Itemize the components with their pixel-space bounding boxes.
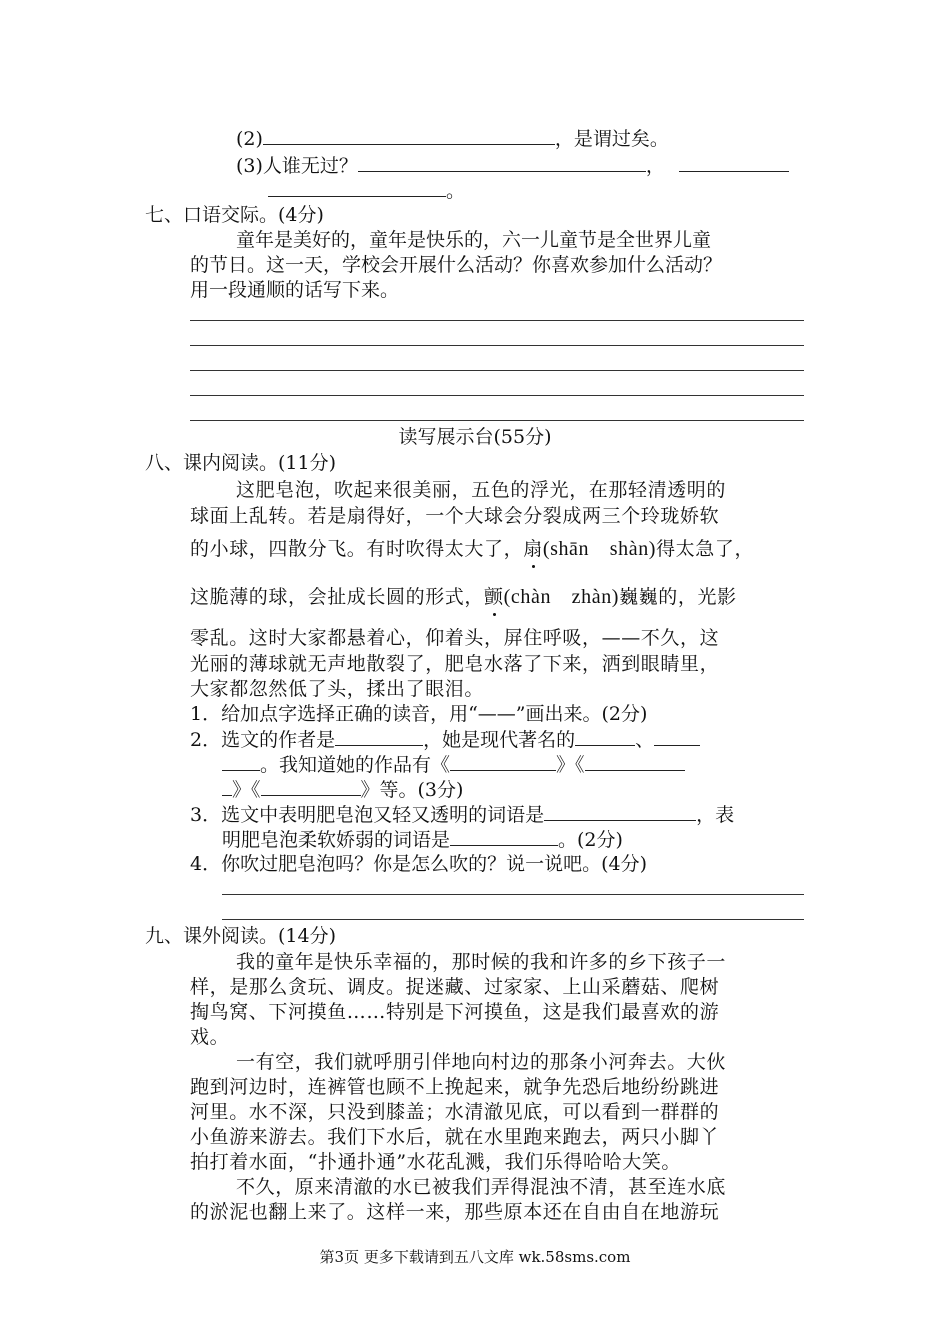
answer-blank[interactable]	[222, 752, 260, 771]
answer-blank[interactable]	[222, 777, 232, 796]
writing-line[interactable]	[222, 894, 804, 895]
q8-passage-line	[190, 585, 737, 609]
q8-passage-text: 的小球，四散分飞。有时吹得太大了，	[190, 538, 524, 560]
q8-s2-text: 、	[635, 729, 655, 751]
q9-passage-line: 我的童年是快乐幸福的，那时候的我和许多的乡下孩子一	[236, 951, 727, 973]
q8-passage-text: 得太急了，	[656, 538, 755, 560]
q8-passage-line: 零乱。这时大家都悬着心，仰着头，屏住呼吸，——不久，这	[190, 627, 720, 649]
work-title-blank[interactable]	[261, 777, 361, 796]
writing-line[interactable]	[222, 919, 804, 920]
answer-blank[interactable]	[268, 178, 446, 197]
answer-blank[interactable]	[450, 827, 558, 846]
q8-heading: 八、课内阅读。(11分)	[145, 452, 337, 474]
answer-blank[interactable]	[654, 727, 700, 746]
q6-item-3-label: (3)人谁无过？	[236, 155, 358, 177]
writing-line[interactable]	[190, 395, 804, 396]
work-title-blank[interactable]	[450, 752, 556, 771]
q9-passage-line: 戏。	[190, 1026, 230, 1048]
answer-blank[interactable]	[263, 126, 555, 145]
q7-para-line: 童年是美好的，童年是快乐的，六一儿童节是全世界儿童	[236, 229, 712, 251]
q8-s3-text: ，表	[696, 804, 735, 826]
q9-passage-line: 掏鸟窝、下河摸鱼……特别是下河摸鱼，这是我们最喜欢的游	[190, 1001, 720, 1023]
q9-passage-line: 样，是那么贪玩、调皮。捉迷藏、过家家、上山采蘑菇、爬树	[190, 976, 720, 998]
q8-passage-text: 巍巍的，光影	[619, 586, 737, 608]
q9-passage-line: 河里。水不深，只没到膝盖；水清澈见底，可以看到一群群的	[190, 1101, 720, 1123]
writing-line[interactable]	[190, 320, 804, 321]
q8-subquestion-2-cont	[222, 777, 463, 802]
q8-s2-text: 》《	[232, 779, 261, 801]
q6-item-3	[236, 153, 789, 178]
q6-item-2-suffix: ，是谓过矣。	[554, 128, 669, 150]
pinyin-options[interactable]: (shān shàn)	[542, 538, 657, 560]
author-blank[interactable]	[335, 727, 423, 746]
q8-passage-text: 这脆薄的球，会扯成长圆的形式，	[190, 586, 485, 608]
q8-subquestion-2-cont	[222, 752, 685, 777]
answer-blank[interactable]	[358, 153, 646, 172]
answer-blank[interactable]	[575, 727, 635, 746]
q9-passage-line: 的淤泥也翻上来了。这样一来，那些原本还在自由自在地游玩	[190, 1201, 720, 1223]
q8-s3-text: 3．选文中表明肥皂泡又轻又透明的词语是	[190, 804, 545, 826]
q8-passage-line: 这肥皂泡，吹起来很美丽，五色的浮光，在那轻清透明的	[236, 479, 727, 501]
work-title-blank[interactable]	[585, 752, 685, 771]
q7-heading: 七、口语交际。(4分)	[145, 204, 324, 226]
q8-subquestion-3	[190, 802, 734, 827]
q8-subquestion-3-cont	[222, 827, 623, 852]
pinyin-options[interactable]: (chàn zhàn)	[503, 586, 620, 608]
q9-heading: 九、课外阅读。(14分)	[145, 925, 337, 947]
q8-passage-line: 光丽的薄球就无声地散裂了，肥皂水落了下来，洒到眼睛里，	[190, 653, 720, 675]
answer-blank[interactable]	[679, 153, 789, 172]
answer-blank[interactable]	[544, 802, 696, 821]
page-footer: 第3页 更多下载请到五八文库 wk.58sms.com	[319, 1248, 631, 1266]
q7-para-line: 的节日。这一天，学校会开展什么活动？你喜欢参加什么活动？	[190, 254, 723, 276]
q6-item-3-cont	[268, 178, 465, 203]
q8-subquestion-2	[190, 727, 700, 752]
section-title: 读写展示台(55分)	[398, 426, 552, 448]
q6-item-2	[236, 126, 669, 151]
q6-item-3-end: 。	[446, 180, 466, 202]
q9-passage-line: 不久，原来清澈的水已被我们弄得混浊不清，甚至连水底	[236, 1176, 727, 1198]
q8-s2-text: ，她是现代著名的	[423, 729, 576, 751]
writing-line[interactable]	[190, 420, 804, 421]
q8-s2-text: 2．选文的作者是	[190, 729, 336, 751]
q9-passage-line: 拍打着水面，“扑通扑通”水花乱溅，我们乐得哈哈大笑。	[190, 1151, 682, 1173]
q8-subquestion-1: 1．给加点字选择正确的读音，用“——”画出来。(2分)	[190, 703, 648, 725]
q8-s3-text: 明肥皂泡柔软娇弱的词语是	[222, 829, 451, 851]
writing-line[interactable]	[190, 345, 804, 346]
q6-item-3-comma: ，	[645, 155, 665, 177]
q8-s2-text: 》《	[556, 754, 585, 776]
q8-subquestion-4: 4．你吹过肥皂泡吗？你是怎么吹的？说一说吧。(4分)	[190, 853, 648, 875]
q8-passage-line	[190, 537, 754, 561]
q9-passage-line: 跑到河边时，连裤管也顾不上挽起来，就争先恐后地纷纷跳进	[190, 1076, 720, 1098]
q9-passage-line: 小鱼游来游去。我们下水后，就在水里跑来跑去，两只小脚丫	[190, 1126, 720, 1148]
q7-para-line: 用一段通顺的话写下来。	[190, 279, 400, 301]
q6-item-2-label: (2)	[236, 128, 263, 150]
q8-passage-line: 大家都忽然低了头，揉出了眼泪。	[190, 678, 485, 700]
dotted-character: 颤	[484, 586, 504, 608]
q8-s2-text: 。我知道她的作品有《	[260, 754, 451, 776]
dotted-character: 扇	[523, 538, 543, 560]
q9-passage-line: 一有空，我们就呼朋引伴地向村边的那条小河奔去。大伙	[236, 1051, 727, 1073]
q8-s2-text: 》等。(3分)	[360, 779, 464, 801]
q8-passage-line: 球面上乱转。若是扇得好，一个大球会分裂成两三个玲珑娇软	[190, 505, 720, 527]
q8-s3-text: 。(2分)	[558, 829, 623, 851]
writing-line[interactable]	[190, 370, 804, 371]
